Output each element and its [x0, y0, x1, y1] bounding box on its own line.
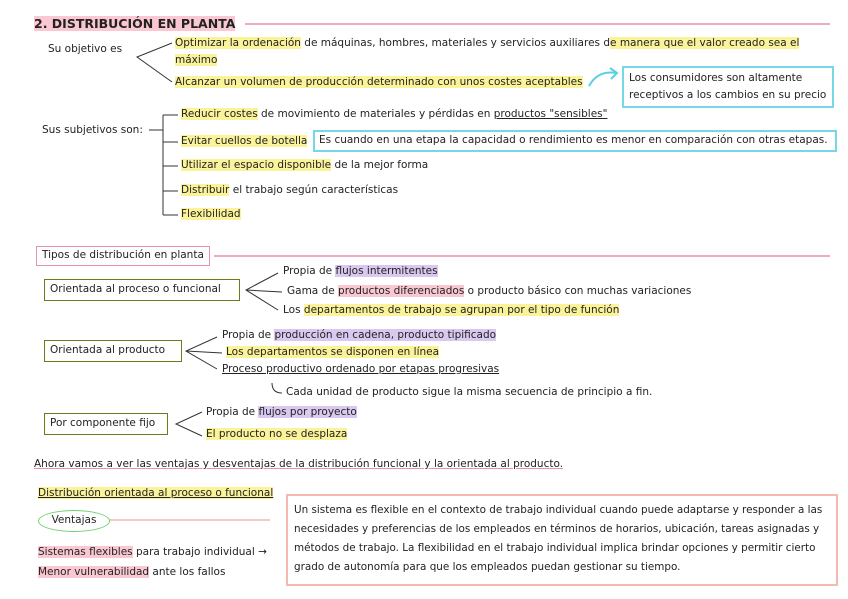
- note-flexible: [286, 494, 838, 586]
- highlight-text: Distribución orientada al proceso o funcional: [38, 487, 274, 499]
- ventaja-item-1: [38, 546, 267, 558]
- highlight-text: máximo: [175, 54, 218, 66]
- highlight-text: Optimizar la ordenación: [175, 37, 301, 49]
- section-title: 2. DISTRIBUCIÓN EN PLANTA: [34, 16, 236, 31]
- objetivo-label: Su objetivo es: [48, 43, 123, 55]
- note-line: grado de autonomía para que los empleados puedan gestionar su tiempo.: [294, 561, 681, 573]
- objetivo-item-1-line2: [175, 54, 217, 66]
- highlight-text: Menor vulnerabilidad: [38, 566, 150, 578]
- highlight-text: Alcanzar un volumen de producción determinado con unos costes aceptables: [175, 76, 583, 88]
- fijo-item-b: [206, 428, 347, 440]
- tipo-proceso-label: Orientada al proceso o funcional: [44, 279, 240, 301]
- subjetivos-label: Sus subjetivos son:: [42, 124, 143, 136]
- objetivo-item-2: [175, 76, 583, 88]
- highlight-text: e manera que el valor creado sea el: [610, 37, 800, 49]
- note-line: métodos de trabajo. La flexibilidad en el trabajo individual implica brindar opciones y permitir cierto: [294, 542, 816, 554]
- plain-text: productos "sensibles": [493, 108, 608, 120]
- subjetivo-item-2: [181, 135, 307, 147]
- objetivo-item-1: [175, 37, 799, 49]
- proceso-item-b: [287, 285, 691, 297]
- plain-text: para trabajo individual →: [132, 546, 267, 558]
- note-line: Los consumidores son altamente: [629, 72, 803, 84]
- note-consumidores: [622, 66, 834, 108]
- ventaja-item-2: [38, 566, 225, 578]
- intro-text: Ahora vamos a ver las ventajas y desventajas de la distribución funcional y la orientada al producto.: [34, 458, 564, 470]
- highlight-text: Reducir costes: [181, 108, 258, 120]
- tipo-producto-label: Orientada al producto: [44, 340, 182, 362]
- highlight-text: producción en cadena, producto tipificado: [274, 329, 497, 341]
- plain-text: de máquinas, hombres, materiales y servicios auxiliares d: [300, 37, 611, 49]
- ventajas-label: Ventajas: [38, 510, 110, 532]
- highlight-text: flujos intermitentes: [335, 265, 438, 277]
- proceso-item-a: [283, 265, 438, 277]
- tipo-fijo-label: Por componente fijo: [44, 413, 168, 435]
- plain-text: de la mejor forma: [331, 159, 429, 171]
- subjetivo-item-3: [181, 159, 428, 171]
- highlight-text: Flexibilidad: [181, 208, 241, 220]
- subjetivo-item-5: [181, 208, 241, 220]
- highlight-text: Evitar cuellos de botella: [181, 135, 308, 147]
- plain-text: Propia de: [222, 329, 275, 341]
- highlight-text: flujos por proyecto: [258, 406, 357, 418]
- plain-text: de movimiento de materiales y pérdidas en: [257, 108, 494, 120]
- producto-item-d: Cada unidad de producto sigue la misma secuencia de principio a fin.: [286, 386, 653, 398]
- tipos-title: Tipos de distribución en planta: [36, 246, 210, 266]
- highlight-text: Los departamentos se disponen en línea: [226, 346, 440, 358]
- plain-text: Proceso productivo ordenado por etapas progresivas: [222, 363, 500, 375]
- plain-text: ante los fallos: [149, 566, 226, 578]
- highlight-text: Utilizar el espacio disponible: [181, 159, 332, 171]
- plain-text: o producto básico con muchas variaciones: [464, 285, 692, 297]
- note-line: necesidades y preferencias de los empleados en términos de horarios, ubicación, tareas asignadas y: [294, 523, 820, 535]
- producto-item-b: [226, 346, 439, 358]
- note-line: Un sistema es flexible en el contexto de trabajo individual cuando puede adaptarse y responder a las: [294, 504, 823, 516]
- producto-item-c: [222, 363, 499, 375]
- note-line: receptivos a los cambios en su precio: [629, 89, 827, 101]
- producto-item-a: [222, 329, 496, 341]
- plain-text: Propia de: [206, 406, 259, 418]
- plain-text: Propia de: [283, 265, 336, 277]
- proceso-item-c: [283, 304, 619, 316]
- highlight-text: productos diferenciados: [338, 285, 465, 297]
- plain-text: el trabajo según características: [229, 184, 399, 196]
- funcional-heading: [38, 487, 273, 499]
- highlight-text: departamentos de trabajo se agrupan por el tipo de función: [303, 304, 620, 316]
- highlight-text: Sistemas flexibles: [38, 546, 133, 558]
- fijo-item-a: [206, 406, 357, 418]
- highlight-text: El producto no se desplaza: [206, 428, 348, 440]
- note-cuellos-botella: Es cuando en una etapa la capacidad o rendimiento es menor en comparación con otras etapas.: [313, 130, 837, 152]
- plain-text: Gama de: [287, 285, 339, 297]
- subjetivo-item-1: [181, 108, 607, 120]
- plain-text: Los: [283, 304, 304, 316]
- highlight-text: Distribuir: [181, 184, 230, 196]
- subjetivo-item-4: [181, 184, 398, 196]
